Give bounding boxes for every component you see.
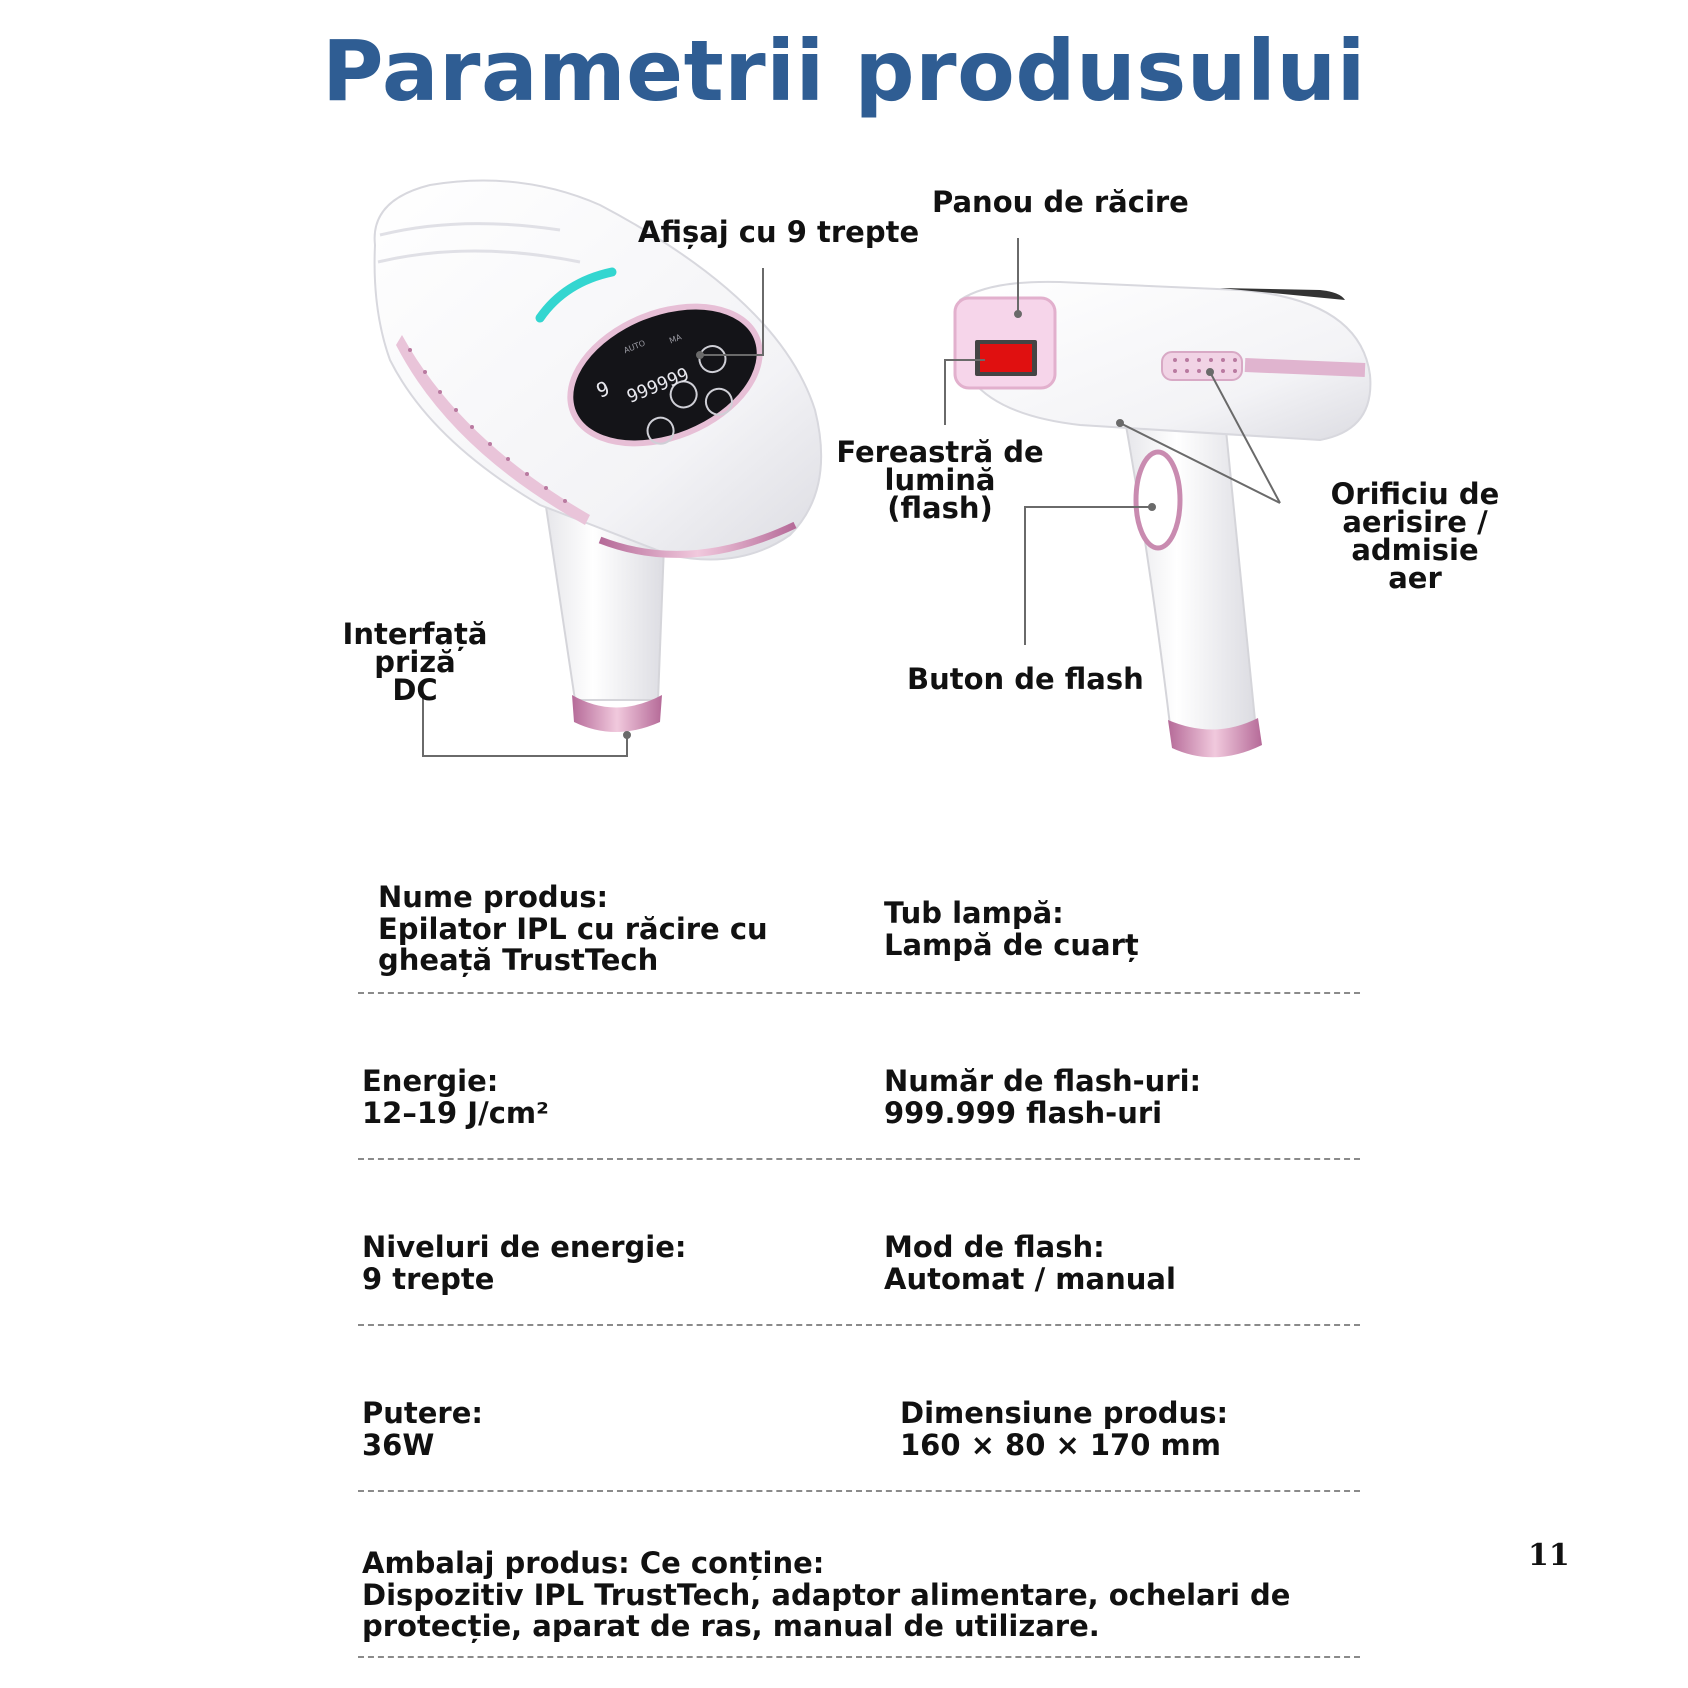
spec-size-value: 160 × 80 × 170 mm bbox=[900, 1428, 1221, 1462]
page-number: 11 bbox=[1528, 1538, 1570, 1573]
callout-dc-socket: Interfață priză DC bbox=[342, 617, 488, 707]
callout-vent: Orificiu de aerisire / admisie aer bbox=[1330, 477, 1500, 595]
spec-tube-value: Lampă de cuarț bbox=[884, 928, 1139, 962]
spec-divider bbox=[358, 992, 1360, 994]
spec-flashes-label: Număr de flash-uri: bbox=[884, 1064, 1202, 1098]
device-counter-readout: 999999 bbox=[624, 363, 693, 408]
spec-name-value: Epilator IPL cu răcire cu gheață TrustTech bbox=[378, 912, 768, 977]
spec-divider bbox=[358, 1656, 1360, 1658]
callout-flash-button: Buton de flash bbox=[907, 662, 1144, 696]
spec-size-label: Dimensiune produs: bbox=[900, 1396, 1229, 1430]
spec-flashes-value: 999.999 flash-uri bbox=[884, 1096, 1163, 1130]
spec-power-label: Putere: bbox=[362, 1396, 483, 1430]
spec-levels-label: Niveluri de energie: bbox=[362, 1230, 687, 1264]
device-level-readout: 9 bbox=[592, 375, 613, 403]
spec-divider bbox=[358, 1158, 1360, 1160]
spec-levels-value: 9 trepte bbox=[362, 1262, 495, 1296]
device-man-label: MA bbox=[668, 332, 683, 346]
spec-mode-label: Mod de flash: bbox=[884, 1230, 1105, 1264]
callout-light-window: Fereastră de lumină (flash) bbox=[836, 435, 1044, 525]
spec-tube-label: Tub lampă: bbox=[884, 896, 1064, 930]
callout-display: Afișaj cu 9 trepte bbox=[638, 215, 920, 249]
spec-divider bbox=[358, 1324, 1360, 1326]
spec-power-value: 36W bbox=[362, 1428, 435, 1462]
spec-mode-value: Automat / manual bbox=[884, 1262, 1176, 1296]
spec-energy-value: 12–19 J/cm² bbox=[362, 1096, 549, 1130]
spec-package-label: Ambalaj produs: Ce conține: bbox=[362, 1546, 825, 1580]
callout-cooling-panel: Panou de răcire bbox=[932, 185, 1189, 219]
page-title: Parametrii produsului bbox=[322, 22, 1366, 120]
device-auto-label: AUTO bbox=[622, 338, 647, 356]
spec-package-value: Dispozitiv IPL TrustTech, adaptor alimentare, ochelari de protecție, aparat de ras, manual de utilizare. bbox=[362, 1578, 1291, 1643]
spec-name-label: Nume produs: bbox=[378, 880, 609, 914]
spec-energy-label: Energie: bbox=[362, 1064, 499, 1098]
spec-divider bbox=[358, 1490, 1360, 1492]
